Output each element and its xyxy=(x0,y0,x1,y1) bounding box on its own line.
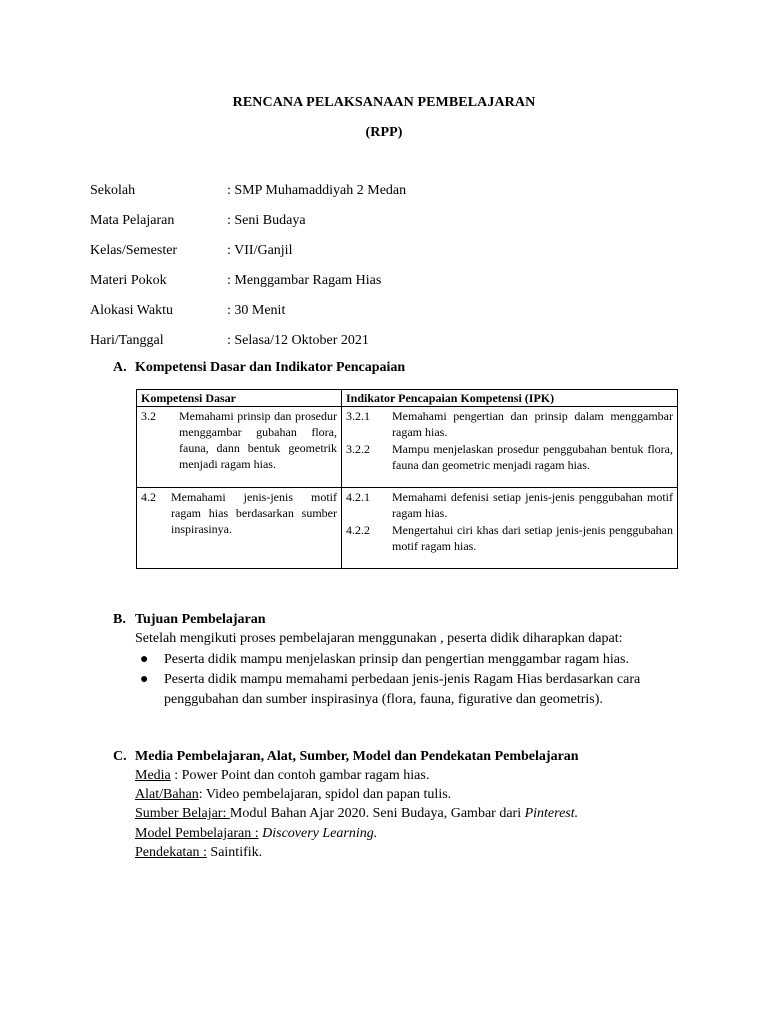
kd-number: 4.2 xyxy=(141,490,156,504)
bullet-text: Peserta didik mampu menjelaskan prinsip dan pengertian menggambar ragam hias. xyxy=(164,652,629,667)
sumber-italic: Pinterest. xyxy=(524,806,579,821)
bullet-icon: ● xyxy=(140,652,149,667)
pendekatan-label: Pendekatan : xyxy=(135,845,207,860)
document-subtitle: (RPP) xyxy=(365,125,403,140)
info-label: Hari/Tanggal xyxy=(90,333,164,348)
media-line xyxy=(135,767,429,785)
ipk-number: 4.2.1 xyxy=(346,490,370,504)
ipk-item xyxy=(346,408,673,440)
info-row-kelas-semester xyxy=(90,241,690,261)
model-label: Model Pembelajaran : xyxy=(135,826,259,841)
model-value: Discovery Learning. xyxy=(258,826,378,841)
table-row xyxy=(137,488,678,569)
info-label: Materi Pokok xyxy=(90,273,167,288)
section-letter: B. xyxy=(113,612,126,627)
section-letter: C. xyxy=(113,749,127,764)
table-cell-kd xyxy=(137,407,342,488)
info-row-alokasi-waktu xyxy=(90,301,690,321)
kd-item xyxy=(141,489,337,537)
section-letter: A. xyxy=(113,360,127,375)
info-row-hari-tanggal xyxy=(90,331,690,351)
info-value: : VII/Ganjil xyxy=(227,243,293,258)
bullet-icon: ● xyxy=(140,672,149,687)
ipk-text: Mengertahui ciri khas dari setiap jenis-jenis penggubahan motif ragam hias. xyxy=(392,523,673,553)
section-a-heading xyxy=(113,359,405,377)
kd-text: Memahami prinsip dan prosedur menggambar gubahan flora, fauna, dann bentuk geometrik menjadi ragam hias. xyxy=(179,409,337,471)
kd-text: Memahami jenis-jenis motif ragam hias berdasarkan sumber inspirasinya. xyxy=(171,490,337,536)
info-row-sekolah xyxy=(90,181,690,201)
ipk-item xyxy=(346,441,673,473)
bullet-text: Peserta didik mampu memahami perbedaan jenis-jenis Ragam Hias berdasarkan cara penggubahan dan sumber inspirasinya (flora, fauna, figurative dan geometris). xyxy=(164,672,641,707)
info-label: Alokasi Waktu xyxy=(90,303,173,318)
alat-value: : Video pembelajaran, spidol dan papan tulis. xyxy=(198,787,452,802)
document-title: RENCANA PELAKSANAAN PEMBELAJARAN xyxy=(232,95,536,110)
info-value: : Seni Budaya xyxy=(227,213,306,228)
ipk-number: 3.2.2 xyxy=(346,442,370,456)
alat-line xyxy=(135,786,451,804)
ipk-item xyxy=(346,522,673,554)
table-cell-ipk xyxy=(342,407,678,488)
info-value: : Selasa/12 Oktober 2021 xyxy=(227,333,369,348)
table-cell-kd xyxy=(137,488,342,569)
section-b-heading xyxy=(113,611,266,629)
ipk-text: Memahami defenisi setiap jenis-jenis penggubahan motif ragam hias. xyxy=(392,490,673,520)
ipk-number: 3.2.1 xyxy=(346,409,370,423)
info-label: Sekolah xyxy=(90,183,136,198)
table-header-kd: Kompetensi Dasar xyxy=(137,390,342,407)
info-value: : 30 Menit xyxy=(227,303,286,318)
media-label: Media xyxy=(135,768,171,783)
info-row-mata-pelajaran xyxy=(90,211,690,231)
sumber-line xyxy=(135,805,578,823)
section-c-heading xyxy=(113,748,579,766)
table-header-ipk: Indikator Pencapaian Kompetensi (IPK) xyxy=(342,390,678,407)
ipk-number: 4.2.2 xyxy=(346,523,370,537)
table-header-row xyxy=(137,390,678,407)
section-title: Kompetensi Dasar dan Indikator Pencapaian xyxy=(135,360,406,375)
alat-label: Alat/Bahan xyxy=(135,787,199,802)
info-label: Kelas/Semester xyxy=(90,243,178,258)
section-title: Media Pembelajaran, Alat, Sumber, Model dan Pendekatan Pembelajaran xyxy=(135,749,579,764)
sumber-label: Sumber Belajar xyxy=(135,806,223,821)
ipk-text: Mampu menjelaskan prosedur penggubahan bentuk flora, fauna dan geometric menjadi ragam hias. xyxy=(392,442,673,472)
sumber-value: Modul Bahan Ajar 2020. Seni Budaya, Gambar dari xyxy=(229,806,525,821)
info-row-materi-pokok xyxy=(90,271,690,291)
model-line xyxy=(135,825,377,843)
kd-item xyxy=(141,408,337,472)
ipk-text: Memahami pengertian dan prinsip dalam menggambar ragam hias. xyxy=(392,409,673,439)
kd-number: 3.2 xyxy=(141,409,156,423)
section-title: Tujuan Pembelajaran xyxy=(135,612,266,627)
ipk-item xyxy=(346,489,673,521)
table-row xyxy=(137,407,678,488)
media-value: : Power Point dan contoh gambar ragam hias. xyxy=(170,768,430,783)
pendekatan-line xyxy=(135,844,262,862)
info-value: : Menggambar Ragam Hias xyxy=(227,273,382,288)
section-b-intro: Setelah mengikuti proses pembelajaran menggunakan , peserta didik diharapkan dapat: xyxy=(135,631,623,646)
competency-table xyxy=(136,389,678,569)
info-value: : SMP Muhamaddiyah 2 Medan xyxy=(227,183,407,198)
sumber-colon: : xyxy=(222,806,230,821)
table-cell-ipk xyxy=(342,488,678,569)
info-label: Mata Pelajaran xyxy=(90,213,175,228)
pendekatan-value: Saintifik. xyxy=(206,845,263,860)
